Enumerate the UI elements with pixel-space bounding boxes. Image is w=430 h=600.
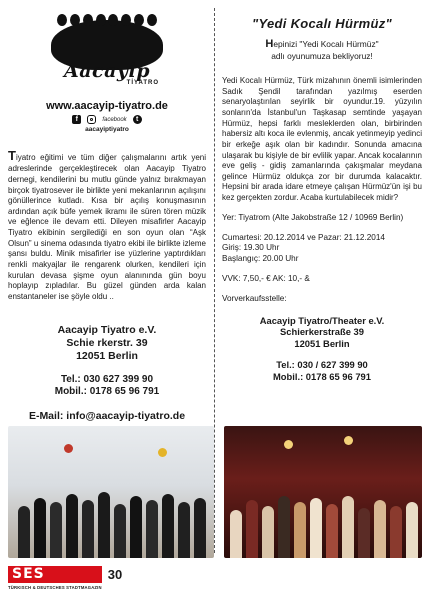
page-footer [8,566,122,590]
drop-cap: T [8,148,16,163]
address-line: 12051 Berlin [76,349,138,362]
email-line[interactable]: E-Mail: info@aacayip-tiyatro.de [28,410,186,423]
play-intro [222,37,422,62]
right-column [222,4,422,382]
play-description: Yedi Kocalı Hürmüz, Türk mizahının önemli isimlerinden Sadık Şendil tarafından yazılmış eserden senaryolaştırılan seyirlik bir oyundur.19. yüzyılın sonların'da İstanbul'un Taşkasap semtinde yaşayan Hürmüz, hepsi farklı mesleklerden olan, birbirinden habersiz altı koca ile evlenmiş, ancak yetinmeyip yedinci bir erkeğe aşık olan bir kadındır. Sonunda amacına ulaşarak bu kişiyle de bir evlilik yapar. Ancak kocalarının eve geliş - gidiş zamanlarında çakışmalar meydana gelince Hürmüz oldukça zor bir durumda kalacaktır. Hepsini bir arada idare etmeye çalışan Hürmüz'ün işi bu kez gerçekten zordur. Acaba kurtulabilecek midir? [222,76,422,203]
prices-line: VVK: 7,50,- € AK: 10,- & [222,274,310,284]
intro-line: adlı oyunumuza bekliyoruz! [271,51,373,62]
aacayip-logo [47,10,167,98]
instagram-icon[interactable] [87,115,96,124]
presale-label: Vorverkaufsstelle: [222,293,287,303]
ses-logo [8,566,102,590]
phone-block [8,374,206,398]
address-line: 12051 Berlin [294,338,350,350]
twitter-icon[interactable]: t [133,115,142,124]
opening-group-photo [8,426,214,558]
facebook-icon[interactable]: f [72,115,81,124]
logo-name: Aacayip [64,60,150,82]
play-title: "Yedi Kocalı Hürmüz" [252,16,392,31]
drop-cap: H [265,38,274,50]
venue-line: Yer: Tiyatrom (Alte Jakobstraße 12 / 10969 Berlin) [222,212,404,222]
phone-line: Mobil.: 0178 65 96 791 [54,386,160,398]
article-left-text [8,147,206,302]
phone-line: Mobil.: 0178 65 96 791 [273,370,371,382]
dates-line: Cumartesi: 20.12.2014 ve Pazar: 21.12.2014 [222,232,385,242]
social-tag: facebook [102,116,127,123]
phone-line: Tel.: 030 / 627 399 90 [276,358,368,370]
stage-cast-photo [224,426,422,558]
address-line: Schierkerstraße 39 [280,326,364,338]
address-line: Schie rkerstr. 39 [66,337,148,349]
left-column [8,4,206,422]
presale-phones [222,359,422,383]
presale-address [222,315,422,350]
ses-tagline: TÜRKISCH & DEUTSCHES STADTMAGAZIN [8,585,102,590]
address-block [8,324,206,362]
website-link[interactable]: www.aacayip-tiyatro.de [46,100,168,112]
page-number: 30 [107,567,123,582]
start-time: Başlangıç: 20.00 Uhr [222,254,299,264]
address-line: Aacayip Tiyatro e.V. [57,324,157,337]
social-handle[interactable]: aacayiptiyatro [85,126,129,133]
column-divider [214,8,215,553]
article-body: iyatro eğitimi ve tüm diğer çalışmalarını artık yeni adreslerinde gerçekleştirecek olan Aacayip Tiyatro dernegi, kendilerini bu mutlu günde yalnız bırakmayan birçok tiyatrosever ile birlikte yeni mekanlarının açılışını gönüllerince kutladı. Kısa bir açılış konuşmasının ardından açık büfe yemek ikramı ile süren tören müzik ve eğlence ile devam etti. Dileyen misafirler Aacayip Tiyatro ekibinin sergilediği en son oyun olan “Aşk Olsun” u sinema odasında tiyatro ekibi ile birlikte izleme şansı buldu. Minik misafirler ise yüzlerine yaptırdıkları renkli makyajlar ile rengarenk olurken, kendileri için kurulan devasa şişme oyun alanınında gün boyu hoplayıp zıpladılar. Bu güzel günden arda kalan enstantaneler ise şöyle oldu .. [8,153,206,301]
intro-line: epinizi "Yedi Kocalı Hürmüz" [273,39,379,49]
ses-brand: SES [8,566,102,583]
logo-sub: TİYATRO [126,80,159,86]
social-row [8,115,206,124]
phone-line: Tel.: 030 627 399 90 [60,374,154,386]
address-line: Aacayip Tiyatro/Theater e.V. [259,314,385,326]
entry-time: Giriş: 19.30 Uhr [222,243,280,253]
